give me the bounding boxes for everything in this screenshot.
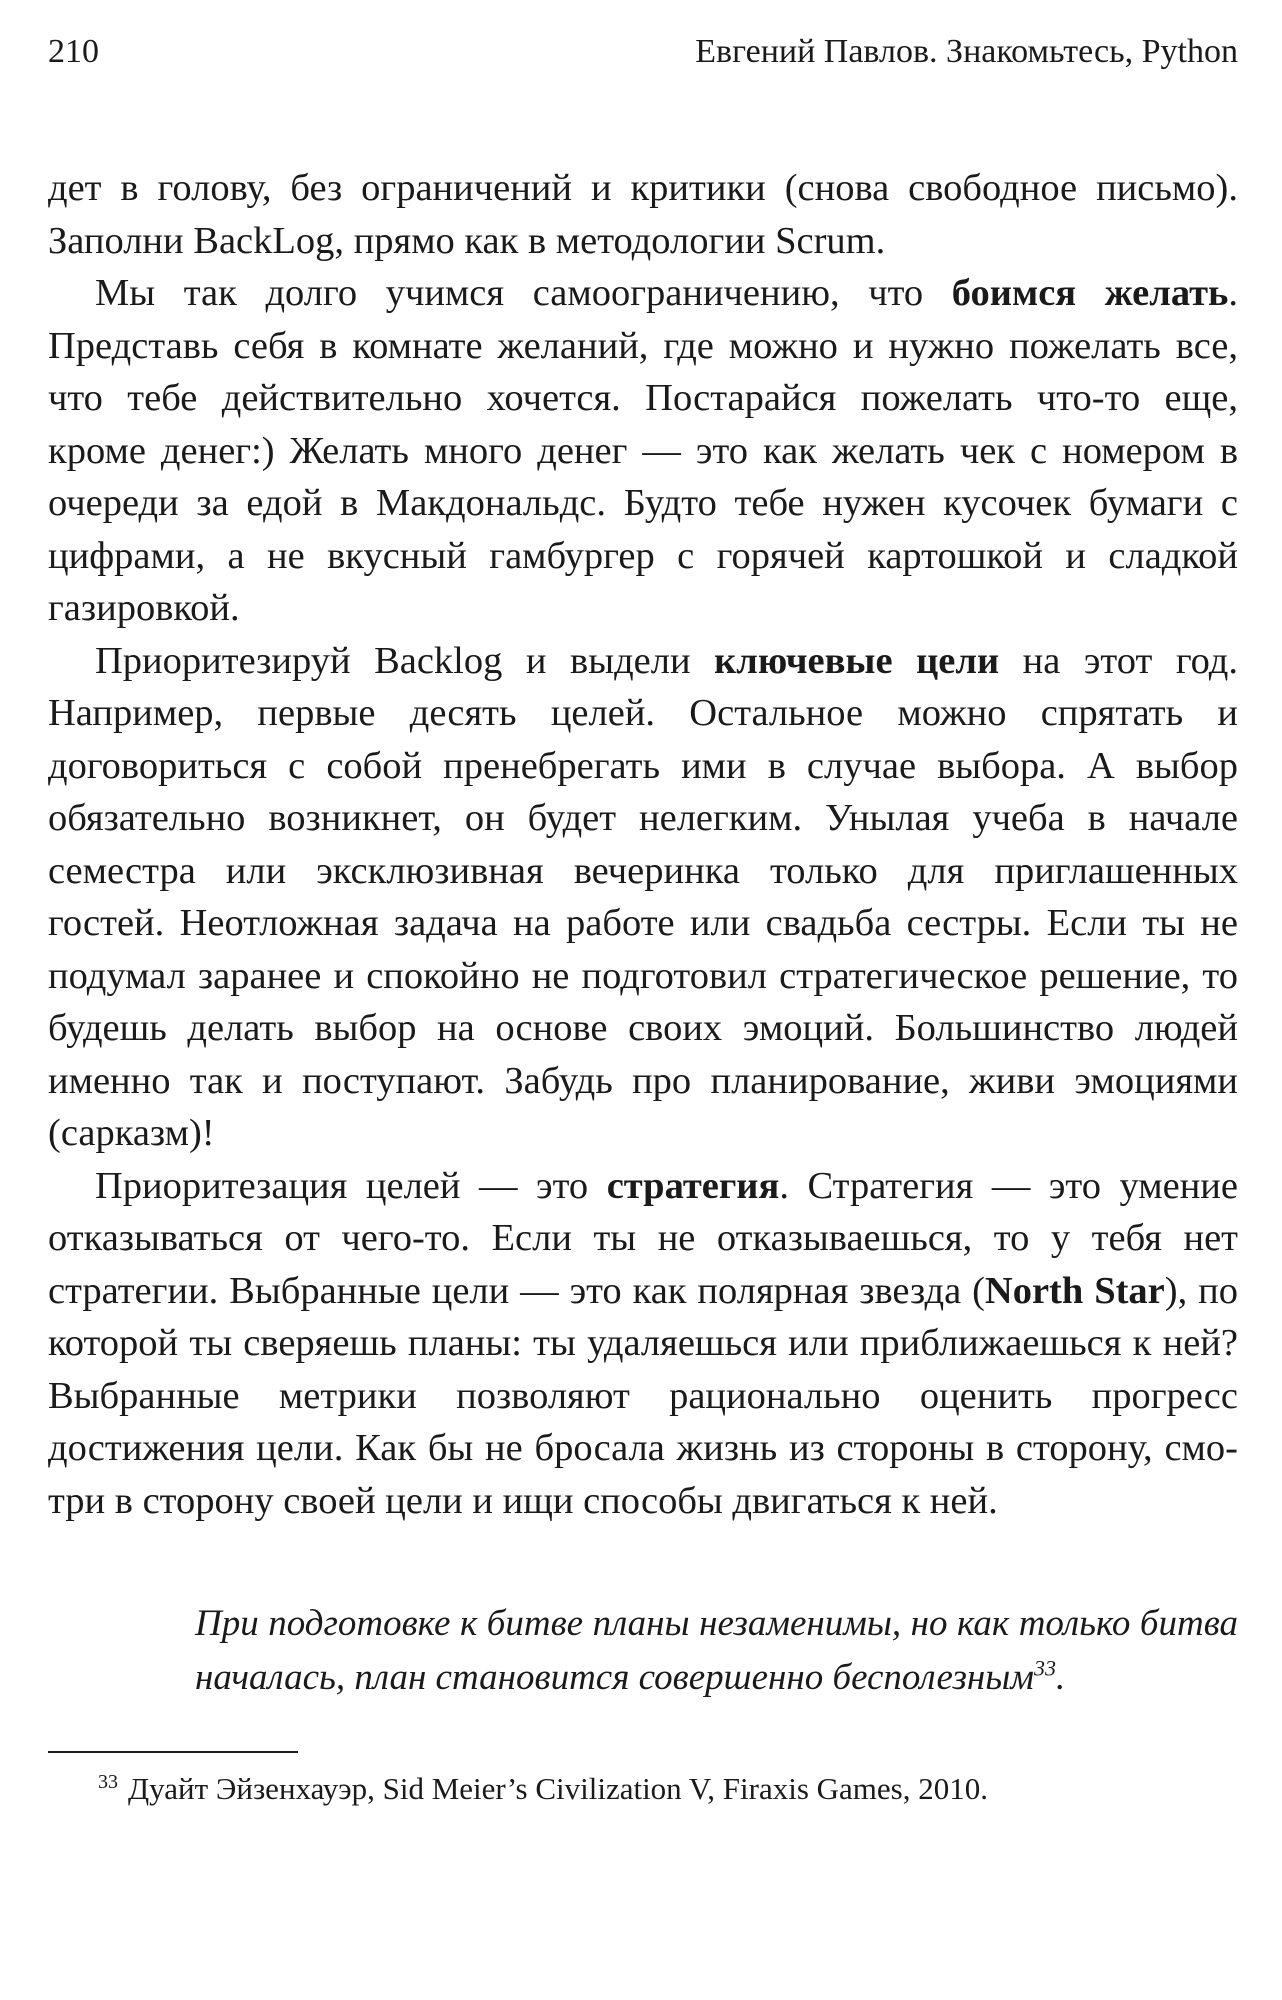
page-number: 210: [48, 33, 99, 70]
book-page: [48, 30, 1238, 1811]
paragraph-continued: дет в голову, без ограничений и критики (снова свободное письмо). Заполни BackLog, прямо как в методологии Scrum.: [48, 167, 1238, 262]
footnote-reference[interactable]: 33: [1033, 1655, 1056, 1681]
footnote-text: Дуайт Эйзенхауэр, Sid Meier’s Civilization V, Firaxis Games, 2010.: [128, 1771, 988, 1806]
paragraph-backlog: Приоритезируй Backlog и выдели ключевые цели на этот год. Например, первые десять целей. Остальное можно спрятать и договориться с собой пренебрегать ими в случае выбора. А выбор обязательно возникнет, он будет нелегким. Унылая учеба в начале семестра или эксклюзивная вечеринка только для приглашенных гостей. Неотложная задача на работе или свадьба сестры. Если ты не подумал заранее и спокойно не подготовил стратегическое решение, то будешь делать выбор на основе своих эмоций. Большинство людей именно так и поступают. Забудь про планирование, живи эмоциями (сарказм)!: [48, 639, 1239, 1154]
running-head: [48, 30, 1238, 90]
emphasis-strategy: стратегия: [606, 1164, 780, 1207]
footnote-number: 33: [98, 1770, 118, 1793]
emphasis-fear-to-wish: боимся желать: [951, 272, 1229, 314]
footnote: [48, 1767, 1238, 1811]
running-title: Евгений Павлов. Знакомьтесь, Python: [695, 33, 1238, 70]
paragraph-desire: Мы так долго учимся самоограничению, что боимся желать. Представь себя в комнате желаний, где можно и нужно пожелать все, что тебе действительно хочется. Постарайся пожелать что-то еще, кроме денег:) Желать много денег — это как желать чек с номером в очереди за едой в Макдональдс. Будто тебе нужен кусочек бумаги с цифрами, а не вкусный гамбургер с горячей картошкой и сладкой газировкой.: [48, 272, 1238, 629]
body-text: [48, 162, 1238, 1527]
emphasis-key-goals: ключевые цели: [714, 639, 1000, 682]
paragraph-strategy: Приоритезация целей — это стратегия. Стратегия — это умение отказываться от чего-то. Если ты не отказываешься, то у тебя нет стратегии. Выбранные цели — это как полярная звезда (North Star), по которой ты сверяешь планы: ты удаляешься или приближаешься к ней? Выбранные метрики позволяют рационально оценить прогресс достижения цели. Как бы не бросала жизнь из стороны в сторону, смотри в сторону своей цели и ищи способы двигаться к ней.: [48, 1164, 1238, 1522]
epigraph-quote: При подготовке к битве планы незаменимы, но как только битва началась, план становится совершенно бесполезным$^{33}$.: [195, 1603, 1238, 1698]
emphasis-north-star: North Star: [984, 1269, 1165, 1312]
footnote-divider: [48, 1751, 298, 1753]
